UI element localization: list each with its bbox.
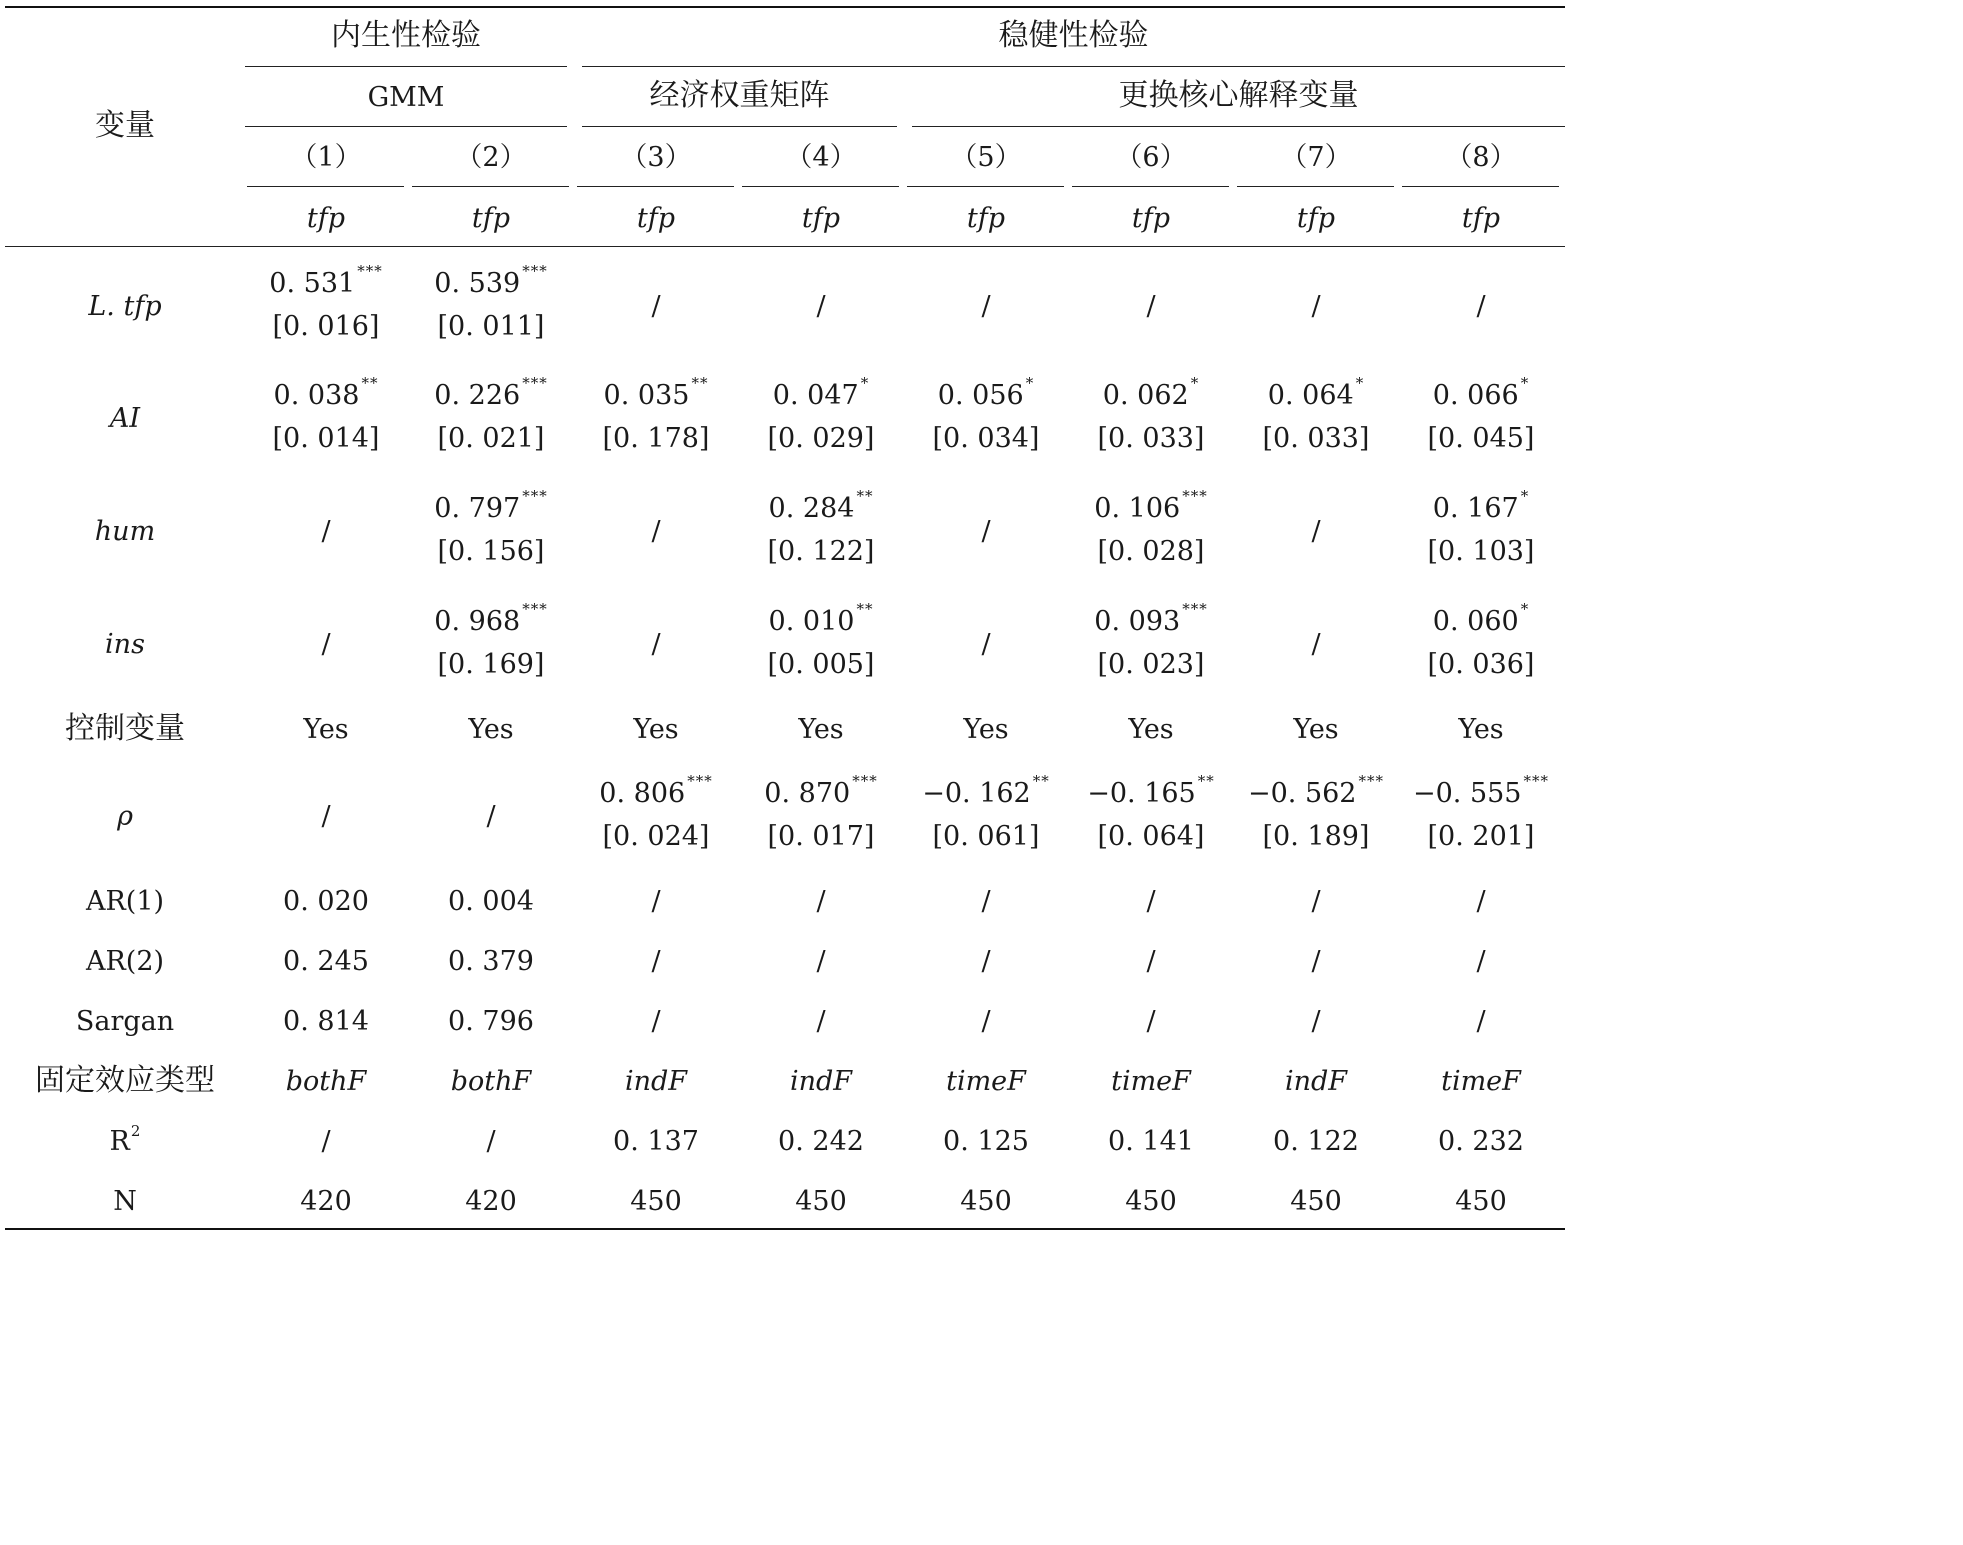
value-cell: 450 bbox=[960, 1186, 1012, 1217]
standard-error: [0. 011] bbox=[437, 311, 545, 342]
row-label bbox=[20, 1122, 230, 1157]
not-applicable-cell: / bbox=[651, 1006, 661, 1037]
significance-stars: *** bbox=[1523, 772, 1549, 790]
not-applicable-cell: / bbox=[1476, 946, 1486, 977]
not-applicable-cell: / bbox=[1311, 886, 1321, 917]
significance-stars: * bbox=[1520, 374, 1530, 392]
header-bottom-rule bbox=[5, 246, 1565, 247]
row-label bbox=[20, 711, 230, 746]
col-number: （8） bbox=[1445, 142, 1517, 173]
col-number: （1） bbox=[290, 142, 362, 173]
coefficient-value: 0. 226 bbox=[434, 380, 521, 411]
not-applicable-cell: / bbox=[1311, 516, 1321, 547]
row-label-text: Sargan bbox=[75, 1006, 175, 1037]
value-cell: bothF bbox=[450, 1066, 532, 1097]
significance-stars: *** bbox=[1182, 600, 1208, 618]
dependent-variable: tfp bbox=[801, 203, 841, 234]
not-applicable-cell: / bbox=[981, 291, 991, 322]
coefficient bbox=[1076, 374, 1226, 411]
value-cell: 450 bbox=[1125, 1186, 1177, 1217]
coefficient bbox=[251, 374, 401, 411]
coefficient-value: 0. 035 bbox=[603, 380, 690, 411]
not-applicable-cell: / bbox=[1476, 886, 1486, 917]
coefficient bbox=[416, 262, 566, 299]
col-rule bbox=[577, 186, 734, 187]
value-cell: indF bbox=[624, 1066, 688, 1097]
significance-stars: ** bbox=[856, 487, 874, 505]
value-cell: bothF bbox=[285, 1066, 367, 1097]
col-rule bbox=[1237, 186, 1394, 187]
coefficient bbox=[746, 374, 896, 411]
significance-stars: ** bbox=[856, 600, 874, 618]
coefficient bbox=[1076, 772, 1226, 809]
dependent-variable: tfp bbox=[1131, 203, 1171, 234]
coefficient bbox=[746, 772, 896, 809]
row-label-text: ρ bbox=[117, 801, 133, 832]
standard-error: [0. 064] bbox=[1097, 821, 1205, 852]
significance-stars: *** bbox=[357, 262, 383, 280]
coefficient bbox=[1076, 487, 1226, 524]
coefficient-value: −0. 162 bbox=[922, 778, 1031, 809]
row-label bbox=[20, 803, 230, 830]
standard-error: [0. 189] bbox=[1262, 821, 1370, 852]
value-cell: 0. 004 bbox=[448, 886, 534, 917]
significance-stars: ** bbox=[1197, 772, 1215, 790]
not-applicable-cell: / bbox=[816, 291, 826, 322]
significance-stars: *** bbox=[522, 600, 548, 618]
not-applicable-cell: / bbox=[1311, 946, 1321, 977]
significance-stars: *** bbox=[1358, 772, 1384, 790]
value-cell: Yes bbox=[963, 714, 1009, 745]
standard-error: [0. 014] bbox=[272, 423, 380, 454]
standard-error: [0. 201] bbox=[1427, 821, 1535, 852]
standard-error: [0. 033] bbox=[1097, 423, 1205, 454]
sub-header-replace-core: 更换核心解释变量 bbox=[1118, 78, 1359, 113]
value-cell: Yes bbox=[1128, 714, 1174, 745]
sub-header-econ-weight: 经济权重矩阵 bbox=[649, 78, 830, 113]
col-rule bbox=[412, 186, 569, 187]
not-applicable-cell: / bbox=[651, 291, 661, 322]
coefficient bbox=[581, 374, 731, 411]
standard-error: [0. 029] bbox=[767, 423, 875, 454]
dependent-variable: tfp bbox=[306, 203, 346, 234]
standard-error: [0. 103] bbox=[1427, 536, 1535, 567]
value-cell: Yes bbox=[633, 714, 679, 745]
coefficient-value: 0. 870 bbox=[764, 778, 851, 809]
value-cell: indF bbox=[1284, 1066, 1348, 1097]
value-cell: Yes bbox=[303, 714, 349, 745]
value-cell: Yes bbox=[798, 714, 844, 745]
coefficient-value: 0. 038 bbox=[273, 380, 360, 411]
sub-header-gmm: GMM bbox=[367, 82, 445, 113]
group-rule-robustness bbox=[582, 66, 1565, 67]
coefficient-value: 0. 062 bbox=[1102, 380, 1189, 411]
row-label-text: hum bbox=[94, 516, 156, 547]
coefficient-value: −0. 165 bbox=[1087, 778, 1196, 809]
col-rule bbox=[907, 186, 1064, 187]
coefficient bbox=[911, 374, 1061, 411]
coefficient-value: 0. 093 bbox=[1094, 606, 1181, 637]
significance-stars: *** bbox=[1182, 487, 1208, 505]
not-applicable-cell: / bbox=[816, 886, 826, 917]
coefficient bbox=[581, 772, 731, 809]
standard-error: [0. 045] bbox=[1427, 423, 1535, 454]
standard-error: [0. 122] bbox=[767, 536, 875, 567]
coefficient bbox=[251, 262, 401, 299]
coefficient-value: 0. 047 bbox=[772, 380, 859, 411]
value-cell: 0. 137 bbox=[613, 1126, 699, 1157]
coefficient-value: 0. 797 bbox=[434, 493, 521, 524]
value-cell: 450 bbox=[1455, 1186, 1507, 1217]
not-applicable-cell: / bbox=[1476, 1006, 1486, 1037]
row-label-text: R bbox=[109, 1126, 130, 1157]
coefficient-value: 0. 167 bbox=[1432, 493, 1519, 524]
coefficient-value: 0. 968 bbox=[434, 606, 521, 637]
sub-rule-replace-core bbox=[912, 126, 1565, 127]
variable-header: 变量 bbox=[95, 108, 155, 143]
dependent-variable: tfp bbox=[1461, 203, 1501, 234]
standard-error: [0. 034] bbox=[932, 423, 1040, 454]
standard-error: [0. 169] bbox=[437, 649, 545, 680]
not-applicable-cell: / bbox=[651, 629, 661, 660]
value-cell: 0. 122 bbox=[1273, 1126, 1359, 1157]
value-cell: timeF bbox=[1111, 1066, 1191, 1097]
significance-stars: ** bbox=[1032, 772, 1050, 790]
row-label bbox=[20, 405, 230, 432]
sub-rule-gmm bbox=[245, 126, 567, 127]
value-cell: 0. 020 bbox=[283, 886, 369, 917]
coefficient bbox=[1076, 600, 1226, 637]
significance-stars: *** bbox=[687, 772, 713, 790]
coefficient bbox=[1406, 487, 1556, 524]
coefficient-value: 0. 539 bbox=[434, 268, 521, 299]
row-label bbox=[20, 293, 230, 320]
row-label bbox=[20, 631, 230, 658]
value-cell: Yes bbox=[1293, 714, 1339, 745]
not-applicable-cell: / bbox=[321, 516, 331, 547]
row-label-text: N bbox=[113, 1186, 137, 1217]
col-rule bbox=[247, 186, 404, 187]
row-label bbox=[20, 1008, 230, 1035]
col-number: （4） bbox=[785, 142, 857, 173]
top-rule bbox=[5, 6, 1565, 8]
value-cell: 0. 242 bbox=[778, 1126, 864, 1157]
coefficient bbox=[1406, 374, 1556, 411]
value-cell: 0. 796 bbox=[448, 1006, 534, 1037]
not-applicable-cell: / bbox=[321, 629, 331, 660]
not-applicable-cell: / bbox=[1146, 886, 1156, 917]
row-label-text: 控制变量 bbox=[65, 711, 185, 746]
not-applicable-cell: / bbox=[1311, 629, 1321, 660]
not-applicable-cell: / bbox=[651, 516, 661, 547]
significance-stars: * bbox=[1190, 374, 1200, 392]
row-label-text: AR(1) bbox=[85, 886, 165, 917]
significance-stars: * bbox=[1355, 374, 1365, 392]
dependent-variable: tfp bbox=[636, 203, 676, 234]
standard-error: [0. 021] bbox=[437, 423, 545, 454]
standard-error: [0. 017] bbox=[767, 821, 875, 852]
row-label-superscript: 2 bbox=[130, 1122, 141, 1140]
coefficient-value: 0. 010 bbox=[768, 606, 855, 637]
value-cell: timeF bbox=[946, 1066, 1026, 1097]
standard-error: [0. 024] bbox=[602, 821, 710, 852]
coefficient-value: 0. 056 bbox=[937, 380, 1024, 411]
significance-stars: * bbox=[860, 374, 870, 392]
row-label bbox=[20, 1063, 230, 1098]
coefficient bbox=[416, 487, 566, 524]
dependent-variable: tfp bbox=[966, 203, 1006, 234]
not-applicable-cell: / bbox=[1146, 291, 1156, 322]
standard-error: [0. 028] bbox=[1097, 536, 1205, 567]
not-applicable-cell: / bbox=[651, 886, 661, 917]
standard-error: [0. 178] bbox=[602, 423, 710, 454]
coefficient bbox=[1241, 374, 1391, 411]
group-header-endogeneity: 内生性检验 bbox=[331, 18, 481, 53]
standard-error: [0. 033] bbox=[1262, 423, 1370, 454]
standard-error: [0. 156] bbox=[437, 536, 545, 567]
coefficient bbox=[416, 374, 566, 411]
significance-stars: *** bbox=[852, 772, 878, 790]
standard-error: [0. 061] bbox=[932, 821, 1040, 852]
not-applicable-cell: / bbox=[1476, 291, 1486, 322]
value-cell: 450 bbox=[1290, 1186, 1342, 1217]
significance-stars: ** bbox=[691, 374, 709, 392]
coefficient bbox=[911, 772, 1061, 809]
not-applicable-cell: / bbox=[981, 516, 991, 547]
not-applicable-cell: / bbox=[651, 946, 661, 977]
row-label bbox=[20, 518, 230, 545]
col-rule bbox=[742, 186, 899, 187]
col-number: （2） bbox=[455, 142, 527, 173]
value-cell: 0. 141 bbox=[1108, 1126, 1194, 1157]
col-rule bbox=[1402, 186, 1559, 187]
value-cell: 0. 232 bbox=[1438, 1126, 1524, 1157]
row-label-text: AI bbox=[109, 403, 141, 434]
coefficient-value: 0. 531 bbox=[269, 268, 356, 299]
significance-stars: * bbox=[1520, 487, 1530, 505]
not-applicable-cell: / bbox=[981, 886, 991, 917]
value-cell: 0. 245 bbox=[283, 946, 369, 977]
value-cell: Yes bbox=[1458, 714, 1504, 745]
coefficient-value: −0. 562 bbox=[1247, 778, 1357, 809]
col-number: （7） bbox=[1280, 142, 1352, 173]
coefficient-value: −0. 555 bbox=[1412, 778, 1522, 809]
value-cell: indF bbox=[789, 1066, 853, 1097]
significance-stars: * bbox=[1520, 600, 1530, 618]
not-applicable-cell: / bbox=[486, 801, 496, 832]
row-label-text: AR(2) bbox=[85, 946, 165, 977]
not-applicable-cell: / bbox=[486, 1126, 496, 1157]
not-applicable-cell: / bbox=[981, 629, 991, 660]
coefficient bbox=[1241, 772, 1391, 809]
col-number: （5） bbox=[950, 142, 1022, 173]
significance-stars: * bbox=[1025, 374, 1035, 392]
value-cell: 0. 125 bbox=[943, 1126, 1029, 1157]
coefficient bbox=[1406, 600, 1556, 637]
row-label-text: L. tfp bbox=[88, 291, 162, 322]
not-applicable-cell: / bbox=[1146, 946, 1156, 977]
not-applicable-cell: / bbox=[816, 1006, 826, 1037]
dependent-variable: tfp bbox=[471, 203, 511, 234]
value-cell: 0. 814 bbox=[283, 1006, 369, 1037]
col-rule bbox=[1072, 186, 1229, 187]
not-applicable-cell: / bbox=[981, 946, 991, 977]
not-applicable-cell: / bbox=[981, 1006, 991, 1037]
value-cell: 450 bbox=[795, 1186, 847, 1217]
standard-error: [0. 036] bbox=[1427, 649, 1535, 680]
standard-error: [0. 023] bbox=[1097, 649, 1205, 680]
significance-stars: *** bbox=[522, 374, 548, 392]
dependent-variable: tfp bbox=[1296, 203, 1336, 234]
significance-stars: *** bbox=[522, 262, 548, 280]
value-cell: 420 bbox=[465, 1186, 517, 1217]
row-label bbox=[20, 1188, 230, 1215]
row-label bbox=[20, 948, 230, 975]
coefficient-value: 0. 284 bbox=[768, 493, 855, 524]
not-applicable-cell: / bbox=[816, 946, 826, 977]
not-applicable-cell: / bbox=[321, 1126, 331, 1157]
col-number: （6） bbox=[1115, 142, 1187, 173]
not-applicable-cell: / bbox=[1146, 1006, 1156, 1037]
standard-error: [0. 005] bbox=[767, 649, 875, 680]
coefficient-value: 0. 106 bbox=[1094, 493, 1181, 524]
not-applicable-cell: / bbox=[1311, 1006, 1321, 1037]
standard-error: [0. 016] bbox=[272, 311, 380, 342]
value-cell: 0. 379 bbox=[448, 946, 534, 977]
group-header-robustness: 稳健性检验 bbox=[998, 18, 1149, 53]
coefficient-value: 0. 060 bbox=[1432, 606, 1519, 637]
group-rule-endogeneity bbox=[245, 66, 567, 67]
not-applicable-cell: / bbox=[321, 801, 331, 832]
not-applicable-cell: / bbox=[1311, 291, 1321, 322]
significance-stars: ** bbox=[361, 374, 379, 392]
sub-rule-econ-weight bbox=[582, 126, 897, 127]
value-cell: Yes bbox=[468, 714, 514, 745]
row-label bbox=[20, 888, 230, 915]
coefficient-value: 0. 066 bbox=[1432, 380, 1519, 411]
value-cell: timeF bbox=[1441, 1066, 1521, 1097]
col-number: （3） bbox=[620, 142, 692, 173]
coefficient bbox=[416, 600, 566, 637]
coefficient bbox=[746, 487, 896, 524]
row-label-text: ins bbox=[105, 629, 145, 660]
coefficient bbox=[746, 600, 896, 637]
value-cell: 450 bbox=[630, 1186, 682, 1217]
coefficient-value: 0. 806 bbox=[599, 778, 686, 809]
coefficient bbox=[1406, 772, 1556, 809]
coefficient-value: 0. 064 bbox=[1267, 380, 1354, 411]
bottom-rule bbox=[5, 1228, 1565, 1230]
value-cell: 420 bbox=[300, 1186, 352, 1217]
significance-stars: *** bbox=[522, 487, 548, 505]
row-label-text: 固定效应类型 bbox=[35, 1063, 215, 1098]
